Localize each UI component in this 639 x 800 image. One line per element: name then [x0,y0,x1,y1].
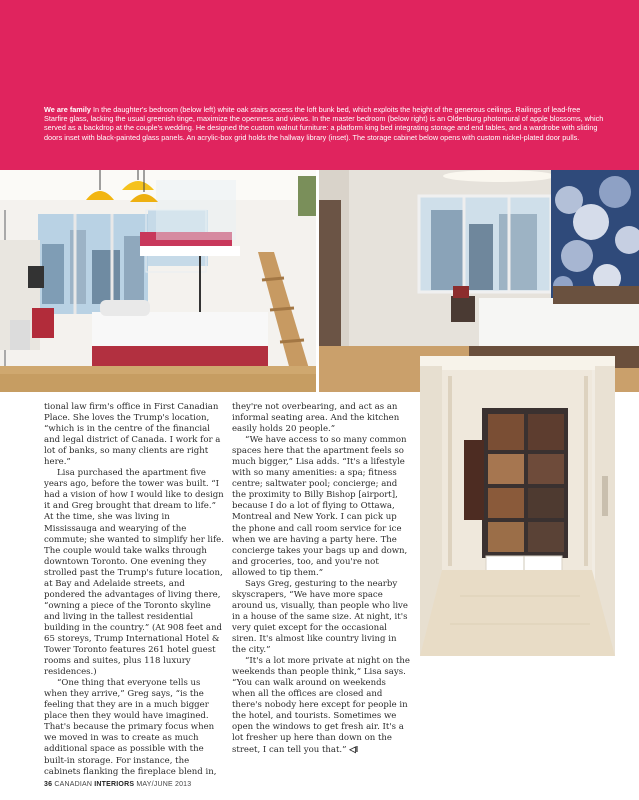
paragraph: tional law firm's office in First Canadian Place. She loves the Trump's location, “which is in the centre of the financial and legal district of Canada. I work for a lot of banks, so many clients are right here.” [44,402,221,468]
magazine-name: INTERIORS [94,781,135,788]
paragraph: Lisa purchased the apartment five years ago, before the tower was built. “I had a vision of how I would like to design it and Greg brought that dream to life.” At the time, she was living in Mississauga and wearying of the commute; she wanted to simplify her life. The couple would take walks through downtown Toronto. One evening they strolled past the Trump's future location, at Bay and Adelaide streets, and pondered the advantages of living there, “owning a piece of the Toronto skyline and living in the tallest residential building in the country.” (At 908 feet and 65 storeys, Trump International Hotel & Tower Toronto features 261 hotel guest rooms and suites, plus 118 luxury residences.) [44,468,224,678]
body-column-1 [44,402,225,778]
magazine-name-prefix: CANADIAN [54,781,93,788]
page-folio [44,781,191,788]
end-mark: ◁I [349,744,359,755]
body-column-2 [232,402,412,757]
paragraph-text: “It's a lot more private at night on the weekends than people think,” Lisa says. “You can walk around on weekends when all the offices are closed and there's nobody here except for people in the hotel, and tourists. Sometimes we open the windows to get fresh air. It's a lot fresher up here than down on the street, I can tell you that.” [232,656,410,756]
caption-banner [0,0,639,170]
paragraph: Says Greg, gesturing to the nearby skyscrapers, “We have more space around us, visually, than people who live in a house of the same size. At night, it's very quiet except for the occasional siren. It's almost like country living in the city.” [232,578,408,656]
paragraph: they're not overbearing, and act as an informal seating area. And the kitchen easily holds 20 people.” [232,402,400,435]
issue-date: MAY/JUNE 2013 [136,781,192,788]
photo-hallway-library-inset [420,356,615,656]
paragraph: “We have access to so many common spaces here that the apartment feels so much bigger,” Lisa adds. “It's a lifestyle with so many amenities: a spa; fitness centre; saltwater pool; concierge; and the proximity to Billy Bishop [airport], because I do a lot of flying to Ottawa, Montreal and New York. I can pick up the phone and call room service for ice when we are having a party here. The concierge takes your bags up and down, and groceries, too, and you're not allowed to tip them.” [232,435,408,578]
photo-caption [44,105,604,142]
photo-daughter-bedroom [0,170,316,392]
paragraph: “One thing that everyone tells us when they arrive,” Greg says, “is the feeling that they are in a much bigger place then they would have imagined. That's because the primary focus when we moved in was to create as much additional space as possible with the built-in storage. For instance, the cabinets flanking the fireplace blend in, [44,678,217,777]
caption-lead: We are family [44,105,91,114]
page-number: 36 [44,781,53,788]
paragraph [232,656,412,756]
caption-text: In the daughter's bedroom (below left) white oak stairs access the loft bunk bed, which exploits the height of the generous ceilings. Railings of lead-free Starfire glass, lacking the usual greenish tinge, maximize the openness and views. In the master bedroom (below right) is an Oldenburg photomural of apple blossoms, which served as a backdrop at the couple's wedding. He designed the custom walnut furniture: a platform king bed integrating storage and end tables, and a wardrobe with sliding doors inset with black-painted glass panels. An acrylic-box grid holds the hallway library (inset). The storage cabinet below opens with custom nickel-plated door pulls. [44,105,604,142]
